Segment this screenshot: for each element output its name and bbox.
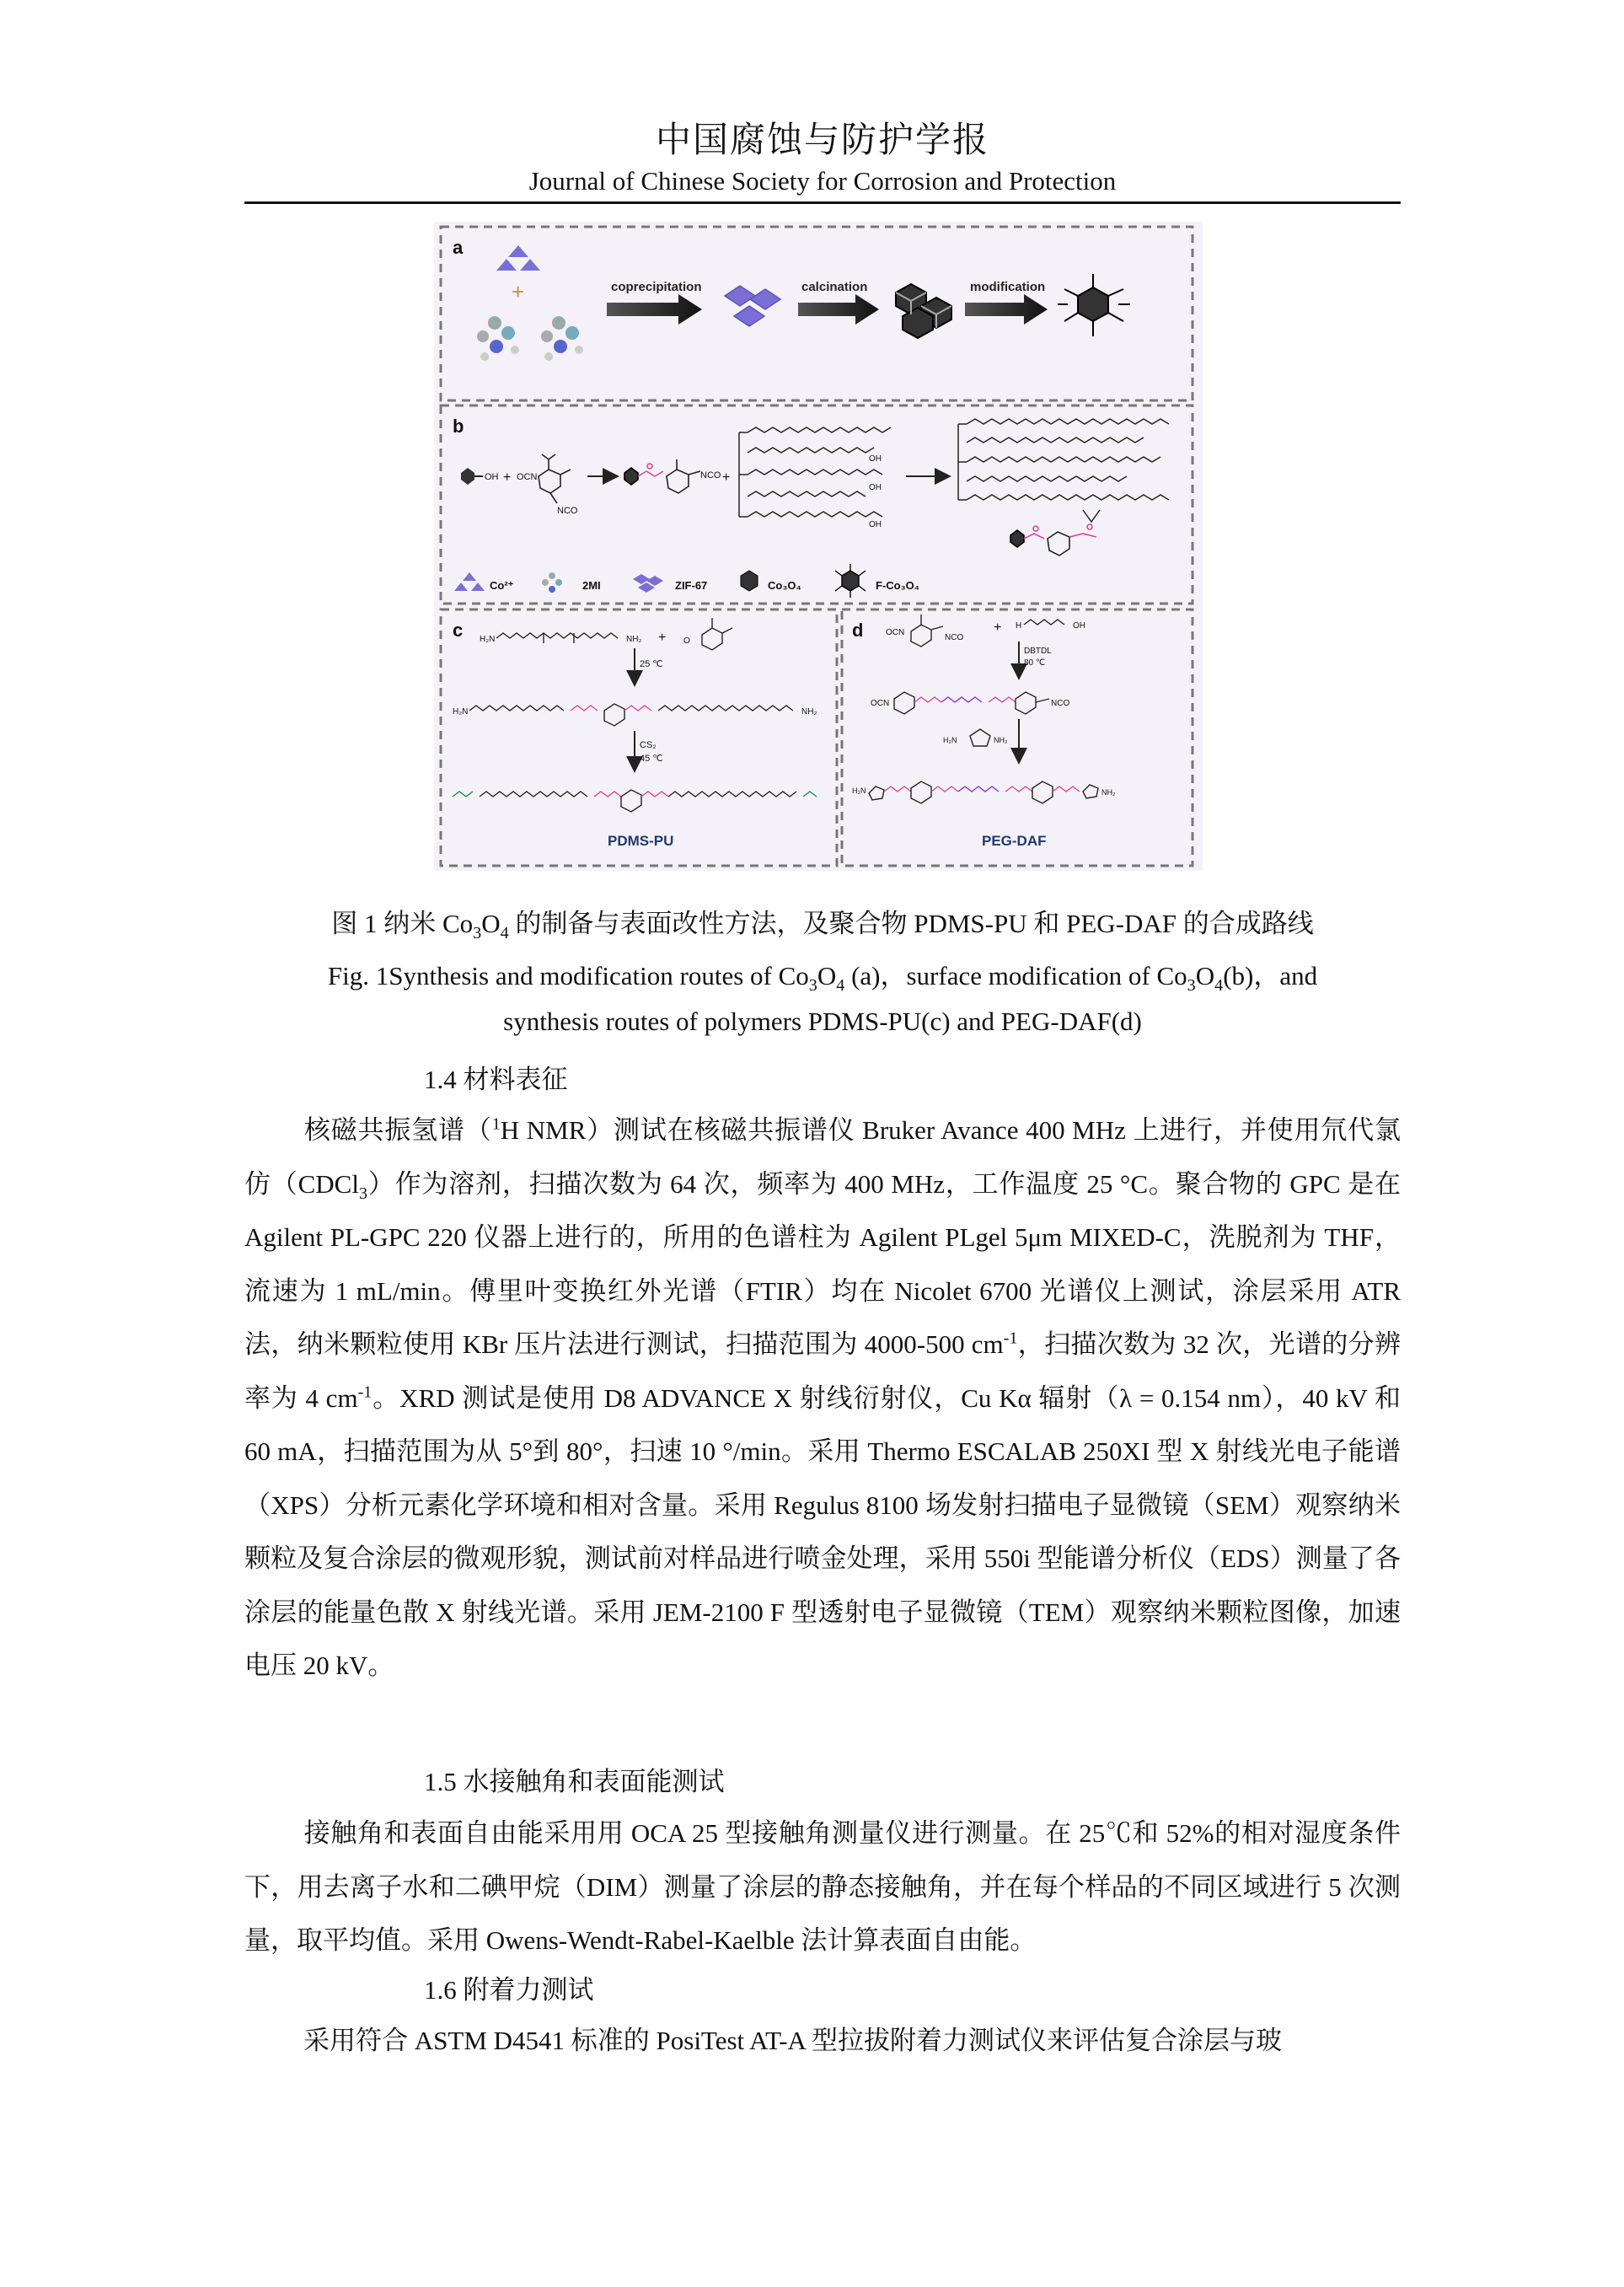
para14-sup2: -1 xyxy=(1003,1329,1018,1348)
plus-b2: + xyxy=(722,470,731,485)
para14-t3: ）作为溶剂，扫描次数为 64 次，频率为 400 MHz，工作温度 25 °C。聚合物的 GPC 是在 Agilent PL-GPC 220 仪器上进行的，所用的色谱柱为 Agilent PLgel 5μm MIXED-C，洗脱剂为 THF，流速为 1 mL/min。傅里叶变换红外光谱（FTIR）均在 Nicolet 6700 光谱仪上测试，涂层采用 ATR 法，纳米颗粒使用 KBr 压片法进行测试，扫描范围为 4000-500 cm xyxy=(244,1168,1401,1359)
paragraph-contact-angle xyxy=(244,1807,1401,1968)
legend-f-co3o4-label: F-Co₃O₄ xyxy=(876,579,919,592)
para14-t1: 核磁共振氢谱（ xyxy=(303,1115,492,1145)
legend-zif67-icon xyxy=(633,574,663,593)
panel-a-letter: a xyxy=(453,237,464,258)
pdms-pu-structure xyxy=(453,790,817,812)
coprecipitation-arrow xyxy=(607,294,702,325)
modified-particle-structure xyxy=(624,459,700,493)
prepolymer-ocn-label: OCN xyxy=(871,699,890,708)
plus-c: + xyxy=(658,631,667,645)
caption-en-c: (a)，surface modification of Co xyxy=(844,961,1187,990)
peg-daf-h2n-label: H₂N xyxy=(852,786,866,795)
journal-header xyxy=(244,116,1401,199)
co2-ion-icon xyxy=(496,245,540,271)
daf-nh2-label: NH₂ xyxy=(994,736,1008,744)
calcination-arrow xyxy=(798,294,879,325)
para16-text: 采用符合 ASTM D4541 标准的 PosiTest AT-A 型拉拔附着力测试仪来评估复合涂层与玻 xyxy=(303,2026,1282,2055)
figure-caption-en-line1 xyxy=(244,954,1401,996)
para14-sup1: 1 xyxy=(491,1114,501,1134)
prepolymer-structure xyxy=(894,692,1049,714)
intermediate-structure-c xyxy=(469,704,793,726)
aminopropyl-pdms-structure xyxy=(496,633,618,643)
ocn-label: OCN xyxy=(517,472,538,482)
legend-co3o4-icon xyxy=(741,571,758,591)
peg-oh-label: OH xyxy=(1073,621,1085,631)
legend-co2-icon xyxy=(454,572,485,591)
para14-sub1: 3 xyxy=(358,1184,368,1203)
peg-daf-nh2-label: NH₂ xyxy=(1101,788,1116,797)
figure-1 xyxy=(434,222,1203,871)
co3o4-oh-reactant xyxy=(461,468,483,485)
header-rule xyxy=(244,201,1401,204)
cond-80c: 80 ℃ xyxy=(1024,658,1046,668)
zif67-crystal-icon xyxy=(725,286,780,326)
plus-d: + xyxy=(994,620,1002,635)
caption-cn-suffix: 的制备与表面改性方法，及聚合物 PDMS-PU 和 PEG-DAF 的合成路线 xyxy=(508,909,1314,938)
ipdi-structure-d xyxy=(911,615,943,647)
castor-oil-structure xyxy=(739,427,891,517)
co3o4-particle-icon xyxy=(896,284,951,338)
coprecipitation-label: coprecipitation xyxy=(611,280,702,294)
diaminofurazan-structure xyxy=(970,729,990,746)
ipdi-ocn-label-d: OCN xyxy=(886,628,905,637)
para14-t2: H NMR）测试在核磁共振谱仪 Bruker Avance 400 MHz 上进行，并使用氘代氯仿（CDCl xyxy=(244,1115,1401,1199)
caption-en-a: Fig. 1Synthesis and modification routes of Co xyxy=(327,961,809,990)
paragraph-material-characterization xyxy=(244,1103,1401,1693)
panel-d-frame xyxy=(842,609,1193,866)
ipdi-structure xyxy=(539,454,571,503)
ipdi-ocn-label-c: O xyxy=(683,636,690,646)
intermediate-nh2-label: NH₂ xyxy=(801,707,817,717)
caption-en-sub4a: 4 xyxy=(836,976,845,996)
section-heading-1-6: 1.6 附着力测试 xyxy=(424,1975,594,2005)
peg-h-label: H xyxy=(1016,621,1022,631)
cond-25c: 25 ℃ xyxy=(640,659,663,669)
calcination-label: calcination xyxy=(801,280,868,294)
peg-daf-name: PEG-DAF xyxy=(982,833,1047,849)
cond-cs2: CS₂ xyxy=(640,740,657,750)
caption-en-sub3b: 3 xyxy=(1187,976,1196,996)
pdms-pu-name: PDMS-PU xyxy=(608,833,674,849)
legend-2mi-label: 2MI xyxy=(582,579,601,592)
caption-cn-sub2: 4 xyxy=(500,924,509,943)
prepolymer-nco-label: NCO xyxy=(1051,699,1070,708)
cond-dbtdl: DBTDL xyxy=(1024,647,1052,656)
legend-zif67-label: ZIF-67 xyxy=(675,579,708,592)
panel-c-frame xyxy=(441,609,837,866)
ipdi-structure-c xyxy=(702,618,732,650)
figure-caption-cn xyxy=(244,902,1401,943)
f-co3o4-particle-icon xyxy=(1058,274,1130,336)
daf-h2n-label: H₂N xyxy=(943,736,957,744)
peg-structure xyxy=(1024,620,1064,625)
nco-label-1: NCO xyxy=(557,506,578,516)
caption-en-sub4b: 4 xyxy=(1214,976,1224,996)
oh-label-co1: OH xyxy=(869,454,882,464)
para14-t4: ，扫描次数为 32 次，光谱的分辨率为 4 cm xyxy=(244,1329,1401,1413)
oh-label: OH xyxy=(485,472,499,482)
para14-sup3: -1 xyxy=(357,1382,373,1402)
pdms-h2n-label: H₂N xyxy=(480,635,496,644)
castor-oil-product-structure xyxy=(958,419,1169,522)
peg-daf-structure xyxy=(869,781,1098,803)
caption-cn-prefix: 图 1 纳米 Co xyxy=(331,909,474,938)
2mi-molecule-icon xyxy=(477,316,583,361)
intermediate-h2n-label: H₂N xyxy=(453,707,469,717)
nco-label-2: NCO xyxy=(700,470,721,480)
journal-title-en: Journal of Chinese Society for Corrosion and Protection xyxy=(528,166,1117,196)
cond-45c: 45 ℃ xyxy=(640,754,663,764)
legend-co3o4-label: Co₃O₄ xyxy=(768,579,801,592)
plus-sign: + xyxy=(512,279,525,304)
panel-b-letter: b xyxy=(453,416,464,437)
legend-co2-label: Co²⁺ xyxy=(490,579,514,592)
caption-en-b: O xyxy=(817,961,837,990)
modification-arrow xyxy=(965,294,1048,325)
para15-text: 接触角和表面自由能采用用 OCA 25 型接触角测量仪进行测量。在 25℃和 52%的相对湿度条件下，用去离子水和二碘甲烷（DIM）测量了涂层的静态接触角，并在每个样品的不同区域进行 5 次测量，取平均值。采用 Owens-Wendt-Rabel-Kaelble 法计算表面自由能。 xyxy=(244,1818,1401,1955)
journal-title-cn: 中国腐蚀与防护学报 xyxy=(655,119,989,160)
caption-en-d: O xyxy=(1195,961,1215,990)
grafted-particle-structure xyxy=(1010,524,1096,556)
oh-label-co3: OH xyxy=(869,520,882,529)
para14-t5: 。XRD 测试是使用 D8 ADVANCE X 射线衍射仪，Cu Kα 辐射（λ = 0.154 nm），40 kV 和 60 mA，扫描范围为从 5°到 80°，扫速 10 °/min。采用 Thermo ESCALAB 250XI 型 X 射线光电子能谱（XPS）分析元素化学环境和相对含量。采用 Regulus 8100 场发射扫描电子显微镜（SEM）观察纳米颗粒及复合涂层的微观形貌，测试前对样品进行喷金处理，采用 550i 型能谱分析仪（EDS）测量了各涂层的能量色散 X 射线光谱。采用 JEM-2100 F 型透射电子显微镜（TEM）观察纳米颗粒图像，加速电压 20 kV。 xyxy=(244,1382,1401,1680)
legend-f-co3o4-icon xyxy=(835,564,866,598)
ipdi-nco-label-d: NCO xyxy=(945,633,964,642)
caption-cn-o: O xyxy=(481,909,501,938)
panel-d-letter: d xyxy=(852,620,864,641)
section-heading-1-5: 1.5 水接触角和表面能测试 xyxy=(424,1767,725,1796)
caption-en-e: (b)，and xyxy=(1223,961,1318,990)
panel-c-letter: c xyxy=(453,620,464,641)
pdms-nh2-label: NH₂ xyxy=(626,635,642,644)
modification-label: modification xyxy=(970,280,1046,294)
oh-label-co2: OH xyxy=(869,483,882,492)
section-heading-1-4: 1.4 材料表征 xyxy=(424,1065,568,1094)
legend-2mi-icon xyxy=(542,572,562,593)
plus-b1: + xyxy=(503,470,512,485)
caption-cn-sub1: 3 xyxy=(473,924,482,943)
caption-en-sub3a: 3 xyxy=(808,976,817,996)
paragraph-adhesion-test xyxy=(244,2014,1401,2068)
figure-caption-en-line2: synthesis routes of polymers PDMS-PU(c) and PEG-DAF(d) xyxy=(503,1007,1142,1036)
